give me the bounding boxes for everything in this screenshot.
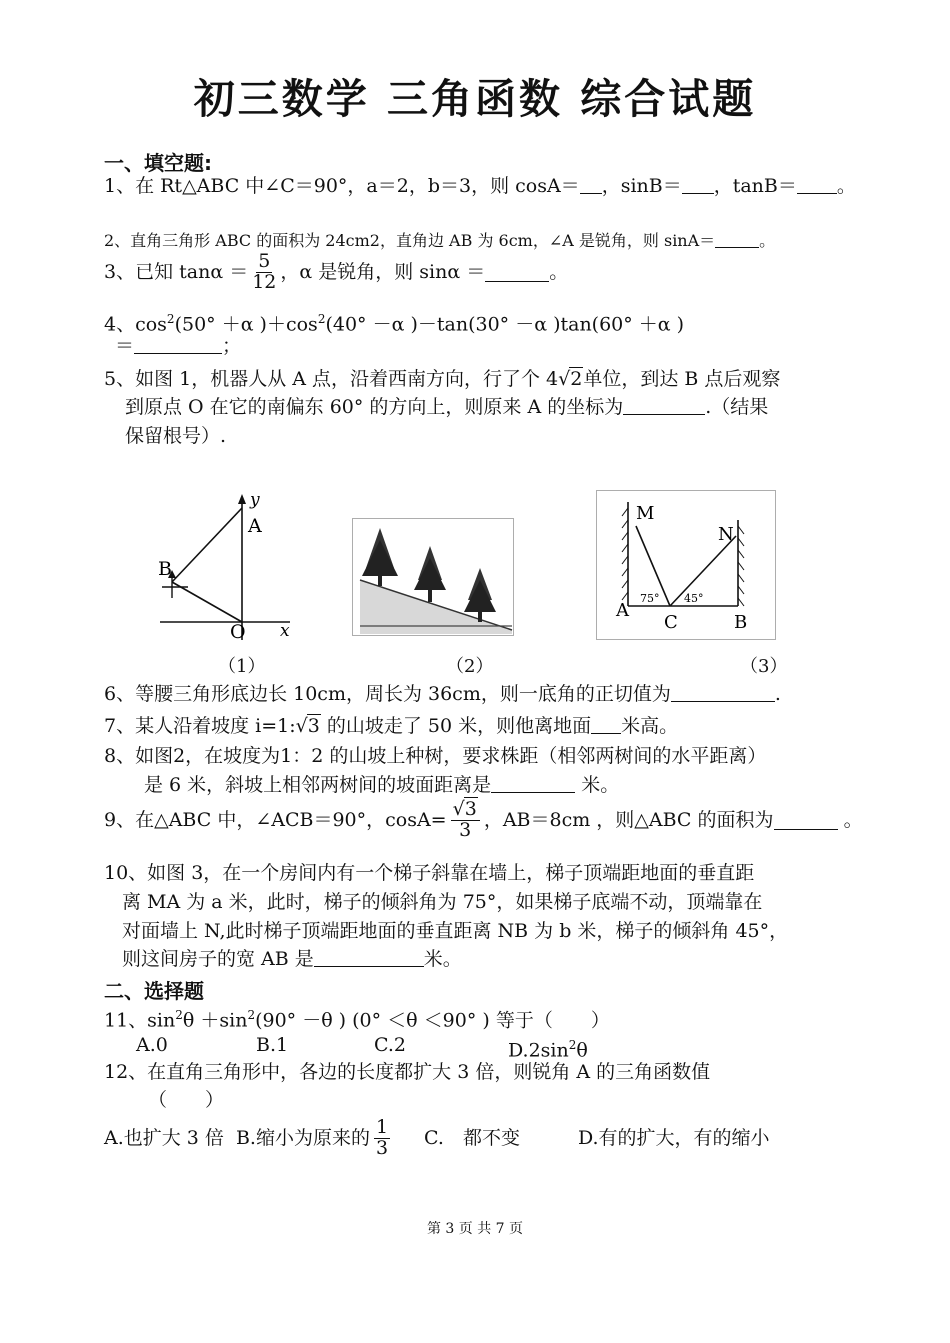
tree-icon [414, 546, 446, 602]
fraction: $\frac{1}{3}$ [375, 1116, 389, 1159]
figure-3-ladder-room [596, 490, 776, 640]
fraction: $\frac{√3}{3}$ [451, 800, 480, 841]
question-5-line2: 到原点 O 在它的南偏东 60° 的方向上，则原来 A 的坐标为 .（结果 [125, 396, 769, 418]
y-label: y [250, 490, 260, 510]
option-b[interactable]: B.缩小为原来的 [235, 1127, 370, 1150]
answer-blank[interactable] [774, 811, 838, 830]
y-axis-arrow-icon [238, 494, 246, 504]
question-1: 1、在 Rt△ABC 中∠C＝90°，a＝2，b＝3，则 cosA＝ ，sinB＝ ，tanB＝ 。 [104, 175, 856, 197]
point-c-label: C [664, 612, 678, 633]
question-4-answer: ＝ ； [115, 335, 242, 357]
answer-paren: （ ） [148, 1089, 225, 1111]
question-10: 10、如图 3，在一个房间内有一个梯子斜靠在墙上，梯子顶端距地面的垂直距 [104, 862, 755, 884]
answer-blank[interactable] [797, 175, 837, 194]
segment-ab [172, 508, 242, 582]
answer-blank[interactable] [715, 232, 759, 248]
question-4: 4、$\cos^2(50^\circ +\alpha$ )$+\cos^2(40^\circ -\alpha$ )－tan(30° －α )tan(60° ＋α ) [104, 312, 685, 336]
question-11: 11、$\sin^2\theta +\sin^2(90^\circ -\theta$ ) (0° ＜θ ＜90° ) 等于（ ） [104, 1008, 610, 1032]
option-d[interactable]: $D.2\sin^2\theta$ [508, 1038, 588, 1062]
tree-icon [362, 528, 398, 586]
section-fill-in: 一、填空题: [104, 151, 212, 175]
answer-blank[interactable] [314, 948, 424, 967]
option-b[interactable]: B.1 [256, 1034, 289, 1056]
page-footer: 第 3 页 共 7 页 [426, 1221, 524, 1237]
figure-2-caption: （2） [446, 656, 494, 677]
question-12: 12、在直角三角形中，各边的长度都扩大 3 倍，则锐角 A 的三角函数值 [104, 1061, 711, 1083]
answer-blank[interactable] [591, 715, 621, 734]
question-10-line3: 对面墙上 N,此时梯子顶端距地面的垂直距离 NB 为 b 米，梯子的倾斜角 45°， [122, 920, 789, 942]
origin-label: O [230, 621, 246, 643]
segment-bo [172, 582, 242, 622]
figure-1-caption: （1） [218, 656, 266, 677]
figure-2-slope-trees [352, 518, 514, 636]
option-c[interactable]: C. 都不变 [424, 1127, 520, 1150]
tree-icon [464, 568, 496, 622]
answer-blank[interactable] [580, 175, 602, 194]
question-5-line3: 保留根号）. [125, 425, 227, 447]
point-b-label: B [734, 612, 748, 633]
answer-blank[interactable] [671, 683, 775, 702]
question-7: 7、某人沿着坡度 i=1:√3 的山坡走了 50 米，则他离地面 米高。 [104, 715, 679, 737]
option-a[interactable]: A.0 [136, 1034, 168, 1056]
answer-blank[interactable] [134, 335, 222, 354]
question-3: 3、已知 tanα ＝ $\frac{5}{12}$ ，α 是锐角，则 sinα ＝ 。 [104, 250, 569, 293]
question-12-options [104, 1118, 770, 1159]
angle-75-label: 75° [640, 592, 660, 605]
answer-blank[interactable] [491, 774, 575, 793]
answer-blank[interactable] [682, 175, 714, 194]
question-5: 5、如图 1，机器人从 A 点，沿着西南方向，行了个 4√2单位，到达 B 点后观察 [104, 368, 781, 390]
point-a-label: A [616, 600, 629, 621]
option-c[interactable]: C.2 [374, 1034, 406, 1056]
question-2: 2、直角三角形 ABC 的面积为 24cm2，直角边 AB 为 6cm，∠A 是锐角，则 sinA＝ 。 [104, 231, 776, 250]
fraction: $\frac{5}{12}$ [252, 250, 277, 293]
question-8-line2: 是 6 米，斜坡上相邻两树间的坡面距离是 米。 [144, 774, 620, 796]
x-label: x [280, 621, 290, 641]
option-a[interactable]: A.也扩大 3 倍 [104, 1127, 224, 1150]
section-multiple-choice: 二、选择题 [104, 979, 204, 1003]
question-10-line2: 离 MA 为 a 米，此时，梯子的倾斜角为 75°，如果梯子底端不动，顶端靠在 [122, 891, 763, 913]
point-a-label: A [248, 515, 262, 537]
figure-1-coordinate-plot [150, 490, 300, 645]
answer-blank[interactable] [623, 396, 705, 415]
page-title: 初三数学 三角函数 综合试题 [193, 75, 757, 123]
question-10-line4: 则这间房子的宽 AB 是 米。 [122, 948, 462, 970]
option-d[interactable]: D.有的扩大，有的缩小 [577, 1127, 770, 1150]
question-9: 9、在△ABC 中，∠ACB＝90°，cosA= $\frac{√3}{3}$ ，AB＝8cm ，则△ABC 的面积为 。 [104, 798, 863, 841]
answer-blank[interactable] [485, 263, 549, 282]
figure-3-caption: （3） [740, 656, 788, 677]
point-m-label: M [636, 503, 655, 524]
point-b-label: B [158, 558, 172, 580]
point-n-label: N [718, 524, 734, 545]
question-6: 6、等腰三角形底边长 10cm，周长为 36cm，则一底角的正切值为 . [104, 683, 781, 705]
question-8: 8、如图2，在坡度为1：2 的山坡上种树，要求株距（相邻两树间的水平距离） [104, 745, 767, 767]
angle-45-label: 45° [684, 592, 704, 605]
